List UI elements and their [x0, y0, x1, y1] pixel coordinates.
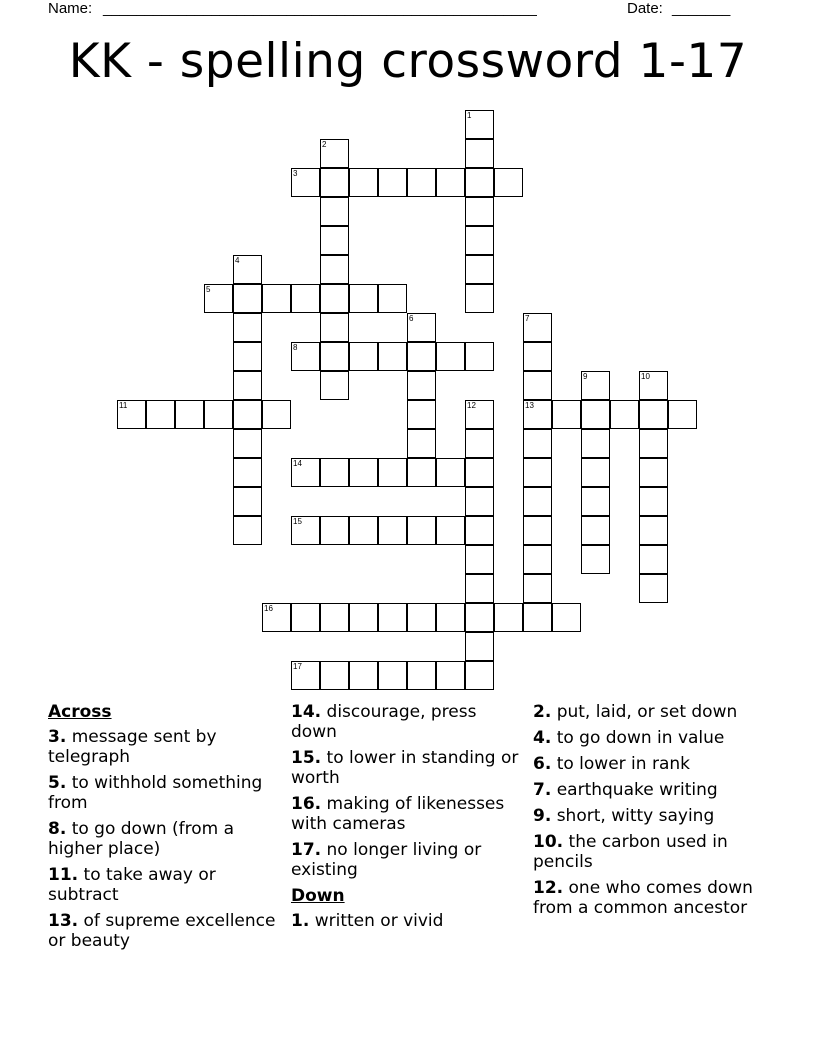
crossword-cell[interactable]	[175, 400, 204, 429]
clue-item	[533, 728, 768, 748]
crossword-cell[interactable]	[378, 661, 407, 690]
crossword-cell[interactable]	[436, 516, 465, 545]
crossword-cell[interactable]	[320, 661, 349, 690]
crossword-cell[interactable]	[233, 429, 262, 458]
cell-number: 4	[235, 256, 240, 265]
crossword-cell[interactable]	[465, 603, 494, 632]
clue-text: to go down in value	[556, 728, 725, 748]
crossword-cell[interactable]	[465, 139, 494, 168]
crossword-cell[interactable]	[407, 603, 436, 632]
crossword-cell[interactable]	[581, 545, 610, 574]
crossword-cell[interactable]	[552, 400, 581, 429]
cell-number: 1	[467, 111, 472, 120]
crossword-cell[interactable]	[639, 400, 668, 429]
cell-number: 15	[293, 517, 302, 526]
crossword-cell[interactable]	[436, 661, 465, 690]
clue-item	[533, 832, 768, 872]
page-title: KK - spelling crossword 1-17	[68, 34, 748, 89]
clue-item	[48, 865, 283, 905]
crossword-cell[interactable]	[378, 516, 407, 545]
crossword-cell[interactable]	[523, 603, 552, 632]
clue-item	[533, 754, 768, 774]
cell-number: 9	[583, 372, 588, 381]
crossword-cell[interactable]	[465, 255, 494, 284]
clue-number: 10.	[533, 832, 564, 852]
crossword-cell[interactable]	[465, 400, 494, 429]
crossword-cell[interactable]	[262, 284, 291, 313]
crossword-cell[interactable]	[291, 661, 320, 690]
clue-item	[533, 702, 768, 722]
crossword-cell[interactable]	[407, 342, 436, 371]
clue-text: earthquake writing	[556, 780, 718, 800]
cell-number: 16	[264, 604, 273, 613]
crossword-cell[interactable]	[523, 400, 552, 429]
crossword-cell[interactable]	[117, 400, 146, 429]
crossword-cell[interactable]	[320, 371, 349, 400]
crossword-cell[interactable]	[349, 458, 378, 487]
cell-number: 2	[322, 140, 327, 149]
crossword-cell[interactable]	[407, 516, 436, 545]
crossword-cell[interactable]	[233, 313, 262, 342]
cell-number: 5	[206, 285, 211, 294]
clue-item	[533, 878, 768, 918]
crossword-cell[interactable]	[407, 458, 436, 487]
crossword-cell[interactable]	[407, 661, 436, 690]
cell-number: 7	[525, 314, 530, 323]
crossword-cell[interactable]	[639, 516, 668, 545]
clue-text: making of likenesses with cameras	[291, 794, 505, 834]
crossword-cell[interactable]	[581, 516, 610, 545]
crossword-cell[interactable]	[320, 313, 349, 342]
crossword-cell[interactable]	[523, 574, 552, 603]
crossword-cell[interactable]	[523, 342, 552, 371]
clue-number: 3.	[48, 727, 67, 747]
cell-number: 13	[525, 401, 534, 410]
cell-number: 10	[641, 372, 650, 381]
crossword-cell[interactable]	[320, 255, 349, 284]
clue-number: 13.	[48, 911, 79, 931]
clue-number: 2.	[533, 702, 552, 722]
crossword-cell[interactable]	[378, 342, 407, 371]
crossword-cell[interactable]	[407, 168, 436, 197]
clue-heading-across: Across	[48, 702, 112, 722]
clue-number: 9.	[533, 806, 552, 826]
crossword-cell[interactable]	[320, 197, 349, 226]
crossword-cell[interactable]	[320, 458, 349, 487]
crossword-cell[interactable]	[291, 516, 320, 545]
clue-text: no longer living or existing	[291, 840, 482, 880]
clue-item	[291, 911, 526, 931]
clue-text: to go down (from a higher place)	[48, 819, 235, 859]
clue-text: to lower in rank	[556, 754, 690, 774]
crossword-cell[interactable]	[639, 545, 668, 574]
clue-item	[533, 806, 768, 826]
date-line: _______	[672, 0, 731, 17]
clue-item	[48, 727, 283, 767]
crossword-cell[interactable]	[204, 400, 233, 429]
crossword-cell[interactable]	[465, 516, 494, 545]
crossword-cell[interactable]	[523, 516, 552, 545]
clue-item	[533, 780, 768, 800]
crossword-cell[interactable]	[262, 603, 291, 632]
crossword-cell[interactable]	[320, 284, 349, 313]
clues-column-3	[533, 702, 768, 924]
crossword-cell[interactable]	[262, 400, 291, 429]
crossword-cell[interactable]	[349, 516, 378, 545]
crossword-cell[interactable]	[407, 400, 436, 429]
cell-number: 11	[119, 401, 128, 410]
crossword-cell[interactable]	[465, 110, 494, 139]
crossword-cell[interactable]	[233, 458, 262, 487]
crossword-cell[interactable]	[465, 168, 494, 197]
clue-text: written or vivid	[314, 911, 444, 931]
crossword-cell[interactable]	[291, 458, 320, 487]
clue-text: message sent by telegraph	[48, 727, 217, 767]
crossword-cell[interactable]	[668, 400, 697, 429]
crossword-cell[interactable]	[320, 226, 349, 255]
crossword-cell[interactable]	[291, 603, 320, 632]
crossword-cell[interactable]	[233, 516, 262, 545]
clue-number: 16.	[291, 794, 322, 814]
clue-number: 8.	[48, 819, 67, 839]
crossword-cell[interactable]	[465, 632, 494, 661]
crossword-cell[interactable]	[465, 487, 494, 516]
crossword-cell[interactable]	[233, 400, 262, 429]
crossword-cell[interactable]	[233, 487, 262, 516]
crossword-cell[interactable]	[320, 342, 349, 371]
crossword-cell[interactable]	[465, 574, 494, 603]
crossword-cell[interactable]	[465, 284, 494, 313]
clue-text: to lower in standing or worth	[291, 748, 519, 788]
clue-number: 7.	[533, 780, 552, 800]
crossword-cell[interactable]	[233, 284, 262, 313]
clue-text: discourage, press down	[291, 702, 477, 742]
crossword-cell[interactable]	[349, 661, 378, 690]
crossword-cell[interactable]	[349, 168, 378, 197]
crossword-cell[interactable]	[320, 603, 349, 632]
crossword-cell[interactable]	[494, 603, 523, 632]
crossword-cell[interactable]	[523, 545, 552, 574]
crossword-cell[interactable]	[523, 313, 552, 342]
crossword-cell[interactable]	[378, 603, 407, 632]
clue-item	[291, 702, 526, 742]
cell-number: 14	[293, 459, 302, 468]
crossword-cell[interactable]	[407, 371, 436, 400]
crossword-cell[interactable]	[320, 516, 349, 545]
crossword-cell[interactable]	[349, 284, 378, 313]
crossword-cell[interactable]	[523, 458, 552, 487]
crossword-cell[interactable]	[233, 255, 262, 284]
crossword-cell[interactable]	[581, 458, 610, 487]
clue-item	[48, 819, 283, 859]
clue-number: 17.	[291, 840, 322, 860]
crossword-cell[interactable]	[581, 487, 610, 516]
crossword-cell[interactable]	[291, 284, 320, 313]
clue-number: 14.	[291, 702, 322, 722]
clue-number: 12.	[533, 878, 564, 898]
crossword-cell[interactable]	[639, 487, 668, 516]
crossword-cell[interactable]	[552, 603, 581, 632]
crossword-cell[interactable]	[378, 284, 407, 313]
date-label: Date:	[627, 0, 663, 17]
clue-text: of supreme excellence or beauty	[48, 911, 276, 951]
clue-text: to take away or subtract	[48, 865, 216, 905]
crossword-cell[interactable]	[146, 400, 175, 429]
clue-heading-down: Down	[291, 886, 345, 906]
crossword-cell[interactable]	[494, 168, 523, 197]
crossword-cell[interactable]	[204, 284, 233, 313]
clue-text: to withhold something from	[48, 773, 263, 813]
clue-text: the carbon used in pencils	[533, 832, 728, 872]
clue-number: 15.	[291, 748, 322, 768]
crossword-cell[interactable]	[291, 168, 320, 197]
clue-number: 11.	[48, 865, 79, 885]
crossword-cell[interactable]	[465, 661, 494, 690]
crossword-cell[interactable]	[465, 429, 494, 458]
crossword-cell[interactable]	[378, 458, 407, 487]
crossword-cell[interactable]	[581, 400, 610, 429]
crossword-cell[interactable]	[378, 168, 407, 197]
crossword-cell[interactable]	[639, 458, 668, 487]
clue-text: put, laid, or set down	[556, 702, 738, 722]
clues-column-1	[48, 702, 283, 957]
crossword-cell[interactable]	[436, 458, 465, 487]
clue-item	[48, 911, 283, 951]
crossword-cell[interactable]	[639, 574, 668, 603]
crossword-cell[interactable]	[320, 168, 349, 197]
cell-number: 12	[467, 401, 476, 410]
crossword-cell[interactable]	[610, 400, 639, 429]
clue-item	[48, 773, 283, 813]
crossword-cell[interactable]	[465, 342, 494, 371]
crossword-cell[interactable]	[465, 197, 494, 226]
crossword-cell[interactable]	[639, 371, 668, 400]
cell-number: 17	[293, 662, 302, 671]
crossword-cell[interactable]	[581, 429, 610, 458]
crossword-cell[interactable]	[320, 139, 349, 168]
crossword-cell[interactable]	[465, 545, 494, 574]
crossword-cell[interactable]	[233, 371, 262, 400]
crossword-cell[interactable]	[436, 603, 465, 632]
crossword-cell[interactable]	[465, 226, 494, 255]
clue-number: 1.	[291, 911, 310, 931]
crossword-cell[interactable]	[407, 429, 436, 458]
crossword-cell[interactable]	[523, 429, 552, 458]
clue-item	[291, 794, 526, 834]
crossword-cell[interactable]	[523, 487, 552, 516]
crossword-cell[interactable]	[523, 371, 552, 400]
crossword-cell[interactable]	[465, 458, 494, 487]
crossword-cell[interactable]	[407, 313, 436, 342]
clue-text: short, witty saying	[556, 806, 715, 826]
cell-number: 8	[293, 343, 298, 352]
cell-number: 3	[293, 169, 298, 178]
clue-number: 4.	[533, 728, 552, 748]
clue-number: 6.	[533, 754, 552, 774]
clues-column-2	[291, 702, 526, 937]
crossword-cell[interactable]	[349, 342, 378, 371]
crossword-cell[interactable]	[436, 168, 465, 197]
clue-text: one who comes down from a common ancestor	[533, 878, 753, 918]
clue-item	[291, 748, 526, 788]
cell-number: 6	[409, 314, 414, 323]
name-line: ____________________________________________________	[103, 0, 537, 17]
crossword-cell[interactable]	[639, 429, 668, 458]
crossword-cell[interactable]	[436, 342, 465, 371]
name-label: Name:	[48, 0, 93, 17]
crossword-cell[interactable]	[233, 342, 262, 371]
crossword-cell[interactable]	[581, 371, 610, 400]
clue-number: 5.	[48, 773, 67, 793]
crossword-cell[interactable]	[291, 342, 320, 371]
crossword-cell[interactable]	[349, 603, 378, 632]
clue-item	[291, 840, 526, 880]
